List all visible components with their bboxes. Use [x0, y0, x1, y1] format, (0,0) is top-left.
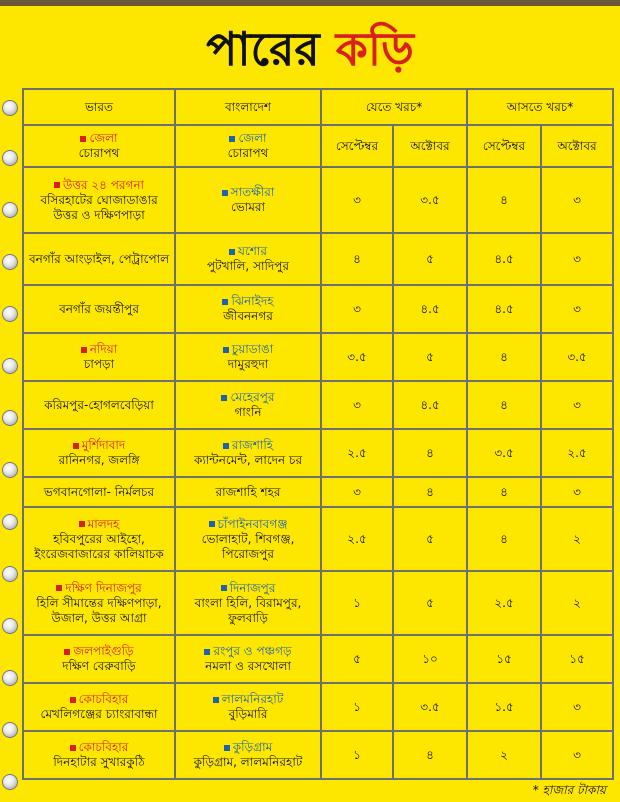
bangladesh-district-label: জেলা — [229, 131, 266, 145]
india-district: উত্তর ২৪ পরগনা — [54, 178, 144, 192]
blue-square-icon — [222, 299, 228, 305]
bangladesh-district: রাজশাহি — [223, 438, 273, 452]
table-row — [23, 635, 613, 683]
cost-going-sep: ৩ — [321, 285, 393, 333]
bangladesh-district: ঝিনাইদহ — [222, 294, 273, 308]
title-part1: পারের — [206, 22, 320, 76]
india-route: দিনহাটার সুখারকুঠি — [53, 755, 145, 769]
cost-coming-oct: ৩ — [541, 731, 613, 779]
cost-going-sep: ৩ — [321, 167, 393, 233]
red-square-icon — [54, 182, 60, 188]
cost-going-sep: ৩ — [321, 477, 393, 507]
blue-square-icon — [204, 649, 210, 655]
binder-ring-icon — [2, 358, 18, 374]
cost-going-sep: ৩.৫ — [321, 333, 393, 381]
cost-going-sep: ১ — [321, 571, 393, 635]
cost-coming-oct: ৩ — [541, 477, 613, 507]
cost-coming-oct: ৩ — [541, 233, 613, 285]
cost-coming-oct: ৩ — [541, 285, 613, 333]
title-part2: কড়ি — [335, 22, 414, 76]
india-district: মুর্শিদাবাদ — [73, 438, 125, 452]
bangladesh-route: কুড়িগ্রাম, লালমনিরহাট — [193, 755, 303, 769]
header-coming-cost: আসতে খরচ* — [467, 89, 613, 125]
blue-square-icon — [224, 745, 230, 751]
india-route-label: চোরাপথ — [78, 146, 120, 160]
india-cell — [23, 233, 175, 285]
binder-ring-icon — [2, 150, 18, 166]
page-title — [0, 14, 620, 84]
india-cell — [23, 285, 175, 333]
header-india-sub — [23, 125, 175, 167]
cost-coming-sep: ১৫ — [467, 635, 541, 683]
table-row — [23, 167, 613, 233]
bangladesh-district: লালমনিরহাট — [213, 692, 284, 706]
binder-ring-icon — [2, 670, 18, 686]
cost-coming-oct: ২ — [541, 571, 613, 635]
bangladesh-district: কুড়িগ্রাম — [224, 740, 273, 754]
cost-coming-sep: ২ — [467, 731, 541, 779]
cost-going-oct: ৪ — [393, 477, 467, 507]
cost-going-oct: ৫ — [393, 571, 467, 635]
cost-coming-oct: ৩ — [541, 381, 613, 429]
table-row — [23, 333, 613, 381]
table-row — [23, 477, 613, 507]
bangladesh-district: চুয়াডাঙা — [223, 342, 274, 356]
cost-going-oct: ৫ — [393, 507, 467, 571]
cost-going-sep: ৩ — [321, 381, 393, 429]
red-square-icon — [80, 136, 86, 142]
india-cell — [23, 167, 175, 233]
blue-square-icon — [221, 395, 227, 401]
cost-coming-sep: ১.৫ — [467, 683, 541, 731]
india-district: নদিয়া — [81, 342, 117, 356]
table-body — [23, 167, 613, 779]
bangladesh-cell — [175, 429, 321, 477]
bangladesh-route: নমলা ও রসখোলা — [205, 659, 291, 673]
red-square-icon — [81, 347, 87, 353]
cost-going-sep: ৫ — [321, 635, 393, 683]
binder-ring-icon — [2, 254, 18, 270]
india-district: দক্ষিণ দিনাজপুর — [56, 581, 141, 595]
blue-square-icon — [222, 190, 228, 196]
header-india: ভারত — [23, 89, 175, 125]
bangladesh-cell — [175, 477, 321, 507]
table-row — [23, 571, 613, 635]
bangladesh-cell — [175, 571, 321, 635]
india-route: মেখলিগঞ্জের চ্যাংরাবান্ধা — [40, 707, 158, 721]
binder-ring-icon — [2, 202, 18, 218]
red-square-icon — [70, 697, 76, 703]
bangladesh-route: জীবননগর — [223, 309, 273, 323]
header-going-cost: যেতে খরচ* — [321, 89, 467, 125]
cost-going-oct: ৪.৫ — [393, 285, 467, 333]
red-square-icon — [56, 585, 62, 591]
india-route: রানিনগর, জলঙ্গি — [58, 453, 140, 467]
month-header: অক্টোবর — [393, 125, 467, 167]
cost-coming-oct: ৩.৫ — [541, 333, 613, 381]
blue-square-icon — [229, 249, 235, 255]
cost-going-oct: ৪ — [393, 731, 467, 779]
binder-ring-icon — [2, 306, 18, 322]
india-route: বনগাঁর আংড়াইল, পেট্রাপোল — [28, 251, 170, 266]
table-row — [23, 233, 613, 285]
binder-rings — [0, 90, 20, 800]
cost-table — [22, 88, 614, 780]
bangladesh-cell — [175, 167, 321, 233]
cost-coming-sep: ২.৫ — [467, 571, 541, 635]
red-square-icon — [73, 443, 79, 449]
cost-going-sep: ৪ — [321, 233, 393, 285]
binder-ring-icon — [2, 566, 18, 582]
india-cell — [23, 381, 175, 429]
cost-going-sep: ২.৫ — [321, 429, 393, 477]
cost-going-oct: ৪.৫ — [393, 381, 467, 429]
india-district: কোচবিহার — [70, 692, 129, 706]
india-cell — [23, 477, 175, 507]
india-district: মালদহ — [79, 517, 120, 531]
bangladesh-cell — [175, 683, 321, 731]
binder-ring-icon — [2, 514, 18, 530]
month-header: সেপ্টেম্বর — [467, 125, 541, 167]
binder-ring-icon — [2, 462, 18, 478]
blue-square-icon — [229, 136, 235, 142]
cost-going-oct: ৫ — [393, 233, 467, 285]
bangladesh-route-label: চোরাপথ — [227, 146, 269, 160]
cost-going-sep: ২.৫ — [321, 507, 393, 571]
bangladesh-district: যশোর — [229, 244, 267, 258]
bangladesh-route: ভোমরা — [230, 200, 266, 214]
month-header: সেপ্টেম্বর — [321, 125, 393, 167]
binder-ring-icon — [2, 618, 18, 634]
india-route: হিলি সীমান্তের দক্ষিণপাড়া, উজাল, উত্তর আগ্রা — [36, 595, 162, 625]
cost-coming-sep: ৪ — [467, 333, 541, 381]
blue-square-icon — [209, 521, 215, 527]
bangladesh-route: ক্যান্টনমেন্ট, লাদেন চর — [193, 453, 303, 467]
bangladesh-district: চাঁপাইনবাবগঞ্জ — [209, 517, 288, 531]
cost-going-oct: ৩.৫ — [393, 167, 467, 233]
cost-coming-sep: ৪ — [467, 507, 541, 571]
binder-ring-icon — [2, 774, 18, 790]
table-row — [23, 683, 613, 731]
bangladesh-route: দামুরহুদা — [227, 357, 269, 371]
red-square-icon — [70, 745, 76, 751]
cost-going-oct: ৫ — [393, 333, 467, 381]
table-row — [23, 381, 613, 429]
cost-going-oct: ১০ — [393, 635, 467, 683]
bangladesh-district: মেহেরপুর — [221, 390, 274, 404]
footnote: * হাজার টাকায় — [532, 783, 606, 797]
bangladesh-district: রংপুর ও পঞ্চগড় — [204, 644, 291, 658]
india-route: বনগাঁর জয়ন্তীপুর — [59, 301, 139, 316]
header-bangladesh: বাংলাদেশ — [175, 89, 321, 125]
india-cell — [23, 429, 175, 477]
cost-coming-oct: ২ — [541, 507, 613, 571]
blue-square-icon — [221, 585, 227, 591]
cost-coming-oct: ২.৫ — [541, 429, 613, 477]
india-district-label: জেলা — [80, 131, 117, 145]
month-header: অক্টোবর — [541, 125, 613, 167]
bangladesh-route: পুটখালি, সাদিপুর — [207, 259, 289, 273]
india-route: করিমপুর-হোগলবেড়িয়া — [44, 397, 154, 412]
india-cell — [23, 507, 175, 571]
bangladesh-route: গাংনি — [234, 405, 262, 419]
bangladesh-route: বাংলা হিলি, বিরামপুর, ফুলবাড়ি — [194, 595, 302, 625]
blue-square-icon — [213, 697, 219, 703]
cost-coming-sep: ৪ — [467, 381, 541, 429]
india-route: হবিবপুরের আইহো, ইংরেজবাজারের কালিয়াচক — [34, 531, 164, 561]
india-cell — [23, 635, 175, 683]
india-route: চাপড়া — [83, 357, 115, 371]
india-cell — [23, 683, 175, 731]
table-row — [23, 285, 613, 333]
bangladesh-route: রাজশাহি শহর — [215, 484, 281, 499]
bangladesh-district: সাতক্ষীরা — [222, 185, 275, 199]
table-row — [23, 429, 613, 477]
cost-coming-sep: ৪ — [467, 477, 541, 507]
india-cell — [23, 571, 175, 635]
bangladesh-route: ভোলাহাট, শিবগঞ্জ, পিরোজপুর — [201, 531, 295, 561]
binder-ring-icon — [2, 722, 18, 738]
cost-going-oct: ৩.৫ — [393, 683, 467, 731]
cost-coming-sep: ৩.৫ — [467, 429, 541, 477]
bangladesh-cell — [175, 285, 321, 333]
red-square-icon — [64, 649, 70, 655]
india-route: ভগবানগোলা- নির্মলচর — [43, 484, 155, 499]
bangladesh-route: বুড়িমারি — [228, 707, 268, 721]
table-row — [23, 507, 613, 571]
red-square-icon — [79, 521, 85, 527]
india-route: দক্ষিণ বেরুবাড়ি — [62, 659, 136, 673]
blue-square-icon — [223, 347, 229, 353]
cost-going-sep: ১ — [321, 731, 393, 779]
india-route: বসিরহাটের ঘোজাডাঙার উত্তর ও দক্ষিণপাড়া — [40, 192, 158, 222]
cost-going-sep: ১ — [321, 683, 393, 731]
bangladesh-cell — [175, 635, 321, 683]
bangladesh-district: দিনাজপুর — [221, 581, 276, 595]
india-district: কোচবিহার — [70, 740, 129, 754]
cost-coming-sep: ৪.৫ — [467, 233, 541, 285]
cost-coming-oct: ৩ — [541, 167, 613, 233]
table-row — [23, 731, 613, 779]
bangladesh-cell — [175, 507, 321, 571]
cost-coming-sep: ৪ — [467, 167, 541, 233]
binder-ring-icon — [2, 410, 18, 426]
india-district: জলপাইগুড়ি — [64, 644, 133, 658]
bangladesh-cell — [175, 731, 321, 779]
cost-going-oct: ৪ — [393, 429, 467, 477]
header-bangladesh-sub — [175, 125, 321, 167]
bangladesh-cell — [175, 381, 321, 429]
cost-coming-oct: ১৫ — [541, 635, 613, 683]
bangladesh-cell — [175, 333, 321, 381]
india-cell — [23, 731, 175, 779]
cost-coming-oct: ৩ — [541, 683, 613, 731]
top-strip — [0, 0, 620, 6]
blue-square-icon — [223, 443, 229, 449]
binder-ring-icon — [2, 100, 18, 116]
bangladesh-cell — [175, 233, 321, 285]
india-cell — [23, 333, 175, 381]
cost-coming-sep: ৪.৫ — [467, 285, 541, 333]
